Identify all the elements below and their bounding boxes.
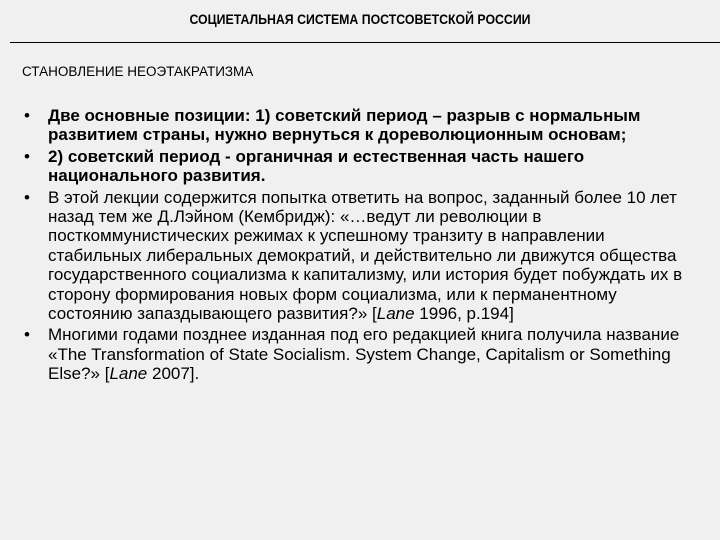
citation-ref: 2007].: [147, 364, 200, 384]
section-subtitle: СТАНОВЛЕНИЕ НЕОЭТАКРАТИЗМА: [22, 64, 254, 79]
bullet-icon: •: [24, 325, 30, 345]
citation-author: Lane: [376, 304, 415, 324]
quote-text: В этой лекции содержится попытка ответить на вопрос, заданный более 10 лет назад тем же Д.Лэйном (Кембридж): «…ведут ли революции в посткоммунистических режимах к успешному транзиту в направлении стабильных либеральных демократий, и действительно ли движутся общества государственного социализма к капитализму, или история будет побуждать их в сторону формирования новых форм социализма, или к перманентному состоянию запаздывающего развития?» [: [48, 187, 683, 324]
citation-ref: 1996, p.194]: [414, 304, 514, 324]
list-item: [22, 147, 702, 186]
bullet-icon: •: [24, 146, 30, 166]
bullet-icon: •: [24, 187, 30, 207]
list-item: [22, 188, 702, 324]
header-divider: [10, 42, 720, 43]
citation-author: Lane: [109, 364, 148, 384]
bullet-text: 2) советский период - органичная и естественная часть нашего национального развития.: [48, 146, 585, 186]
bullet-text: [48, 325, 679, 383]
bullet-text: Две основные позиции: 1) советский период – разрыв с нормальным развитием страны, нужно вернуться к дореволюционным основам;: [48, 106, 641, 145]
bullet-icon: •: [24, 106, 30, 125]
list-item: [22, 325, 702, 383]
bullet-text: [48, 188, 682, 323]
bullet-list: [22, 106, 702, 386]
page-title: СОЦИЕТАЛЬНАЯ СИСТЕМА ПОСТСОВЕТСКОЙ РОССИИ: [189, 11, 531, 27]
book-text: Многими годами позднее изданная под его редакцией книга получила название «The Transformation of State Socialism. System Change, Capitalism or Something Else?» [: [48, 325, 680, 384]
list-item: [22, 106, 702, 145]
